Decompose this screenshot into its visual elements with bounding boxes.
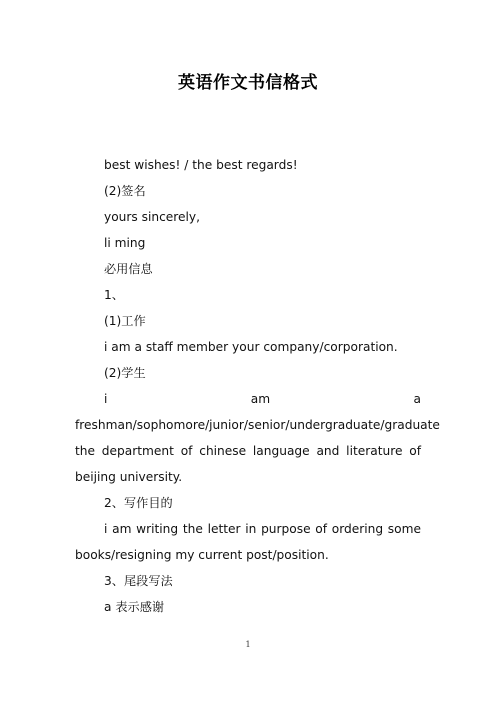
paragraph-student-heading: (2)学生 — [104, 366, 146, 380]
paragraph-staff-member: i am a staff member your company/corporation. — [104, 340, 398, 354]
paragraph-purpose-text: i am writing the letter in purpose of ordering some books/resigning my current post/position. — [75, 522, 421, 562]
paragraph-closing-heading: 3、尾段写法 — [104, 574, 173, 588]
paragraph-signature-heading: (2)签名 — [104, 184, 146, 198]
document-title: 英语作文书信格式 — [178, 73, 318, 93]
paragraph-closing-phrase: best wishes! / the best regards! — [104, 158, 298, 172]
paragraph-purpose-heading: 2、写作目的 — [104, 496, 173, 510]
paragraph-thanks: a 表示感谢 — [104, 600, 165, 614]
page-number: 1 — [245, 640, 251, 649]
paragraph-signature-name: li ming — [104, 236, 146, 250]
paragraph-work-heading: (1)工作 — [104, 314, 146, 328]
paragraph-section-1: 1、 — [104, 288, 124, 302]
paragraph-required-info-heading: 必用信息 — [104, 262, 153, 276]
paragraph-student-details: freshman/sophomore/junior/senior/undergraduate/graduate the department of chinese language and literature of beijing university. — [75, 418, 440, 484]
paragraph-i-am-a: i am a — [104, 392, 421, 406]
document-body — [75, 152, 440, 620]
paragraph-yours-sincerely: yours sincerely, — [104, 210, 201, 224]
